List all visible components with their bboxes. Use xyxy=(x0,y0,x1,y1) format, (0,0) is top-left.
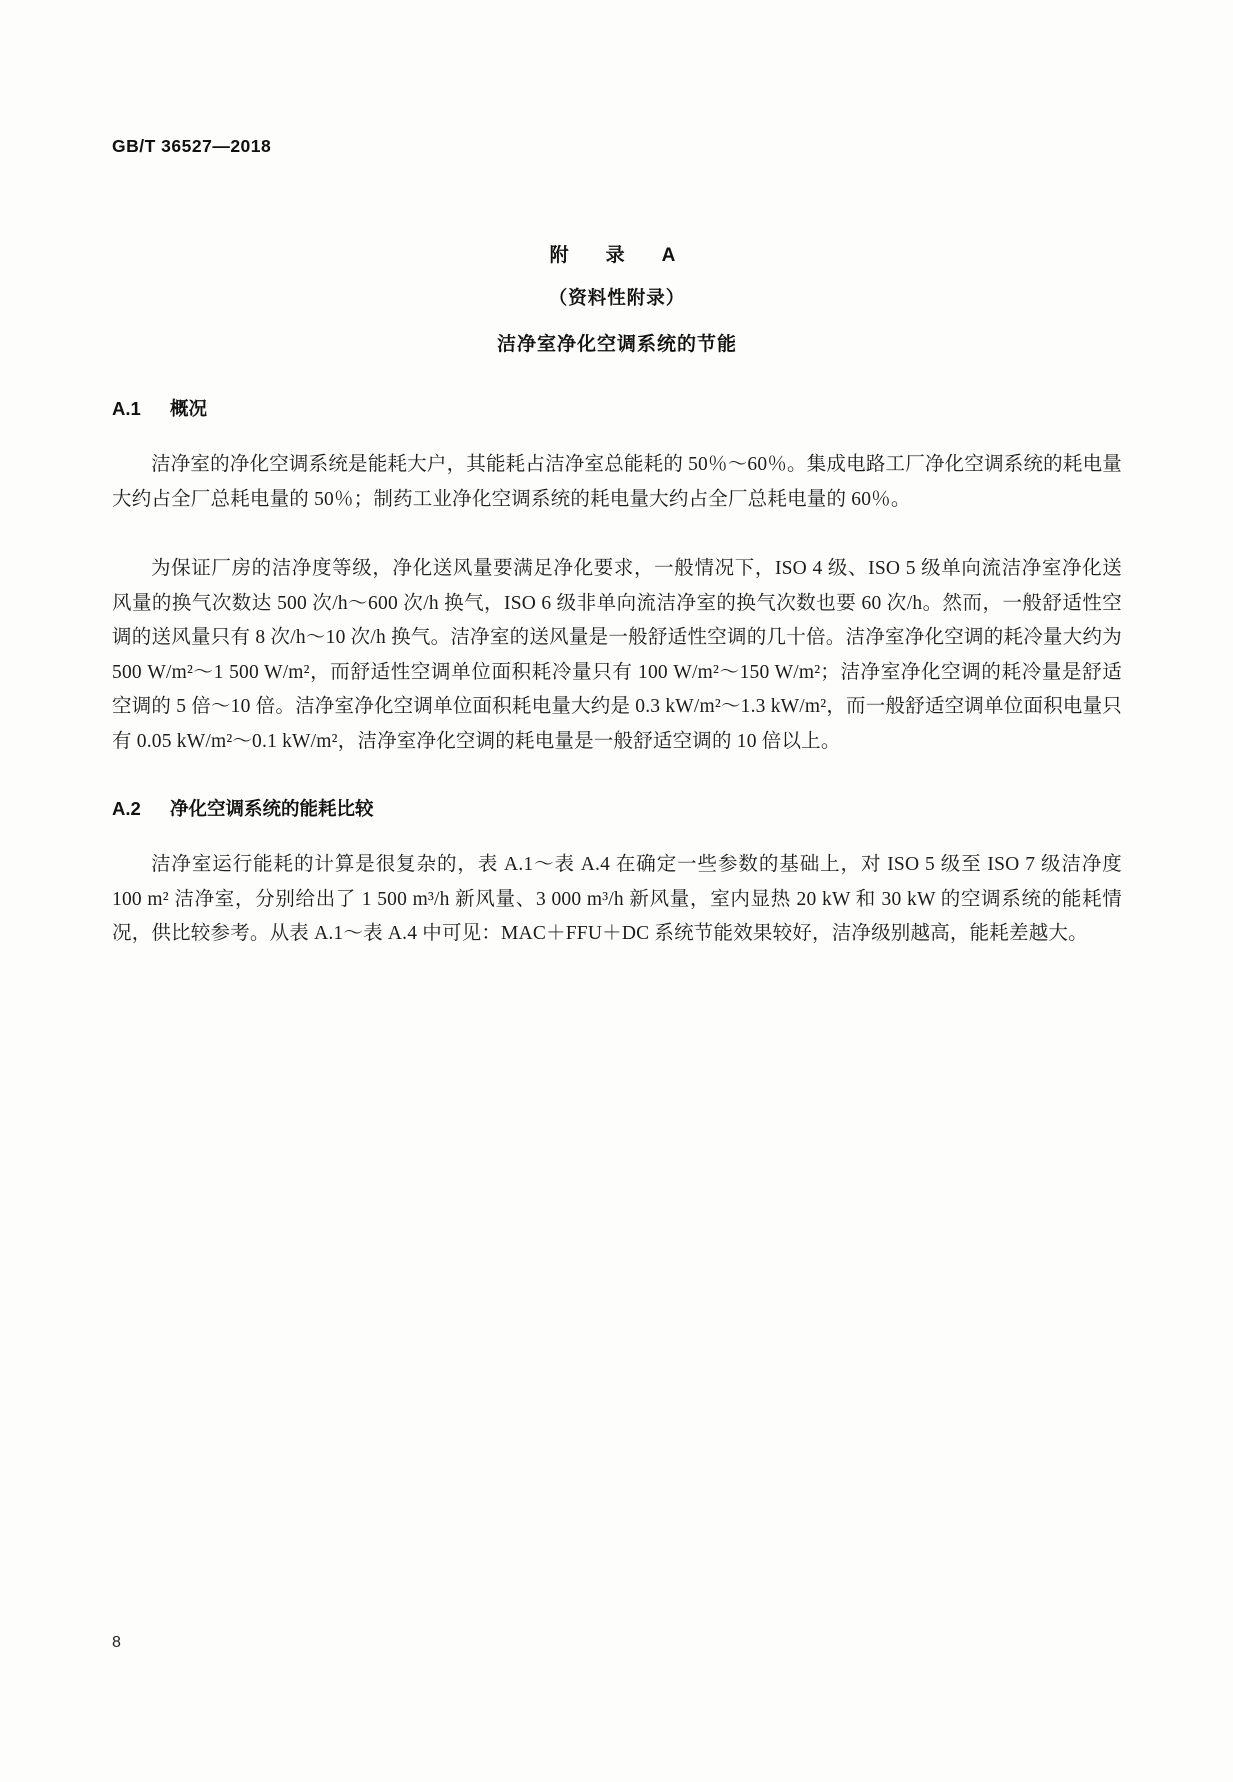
section-heading-a1 xyxy=(112,395,207,421)
section-title-a1: 概况 xyxy=(170,398,208,419)
paragraph-a1-1: 洁净室的净化空调系统是能耗大户，其能耗占洁净室总能耗的 50％～60％。集成电路工厂净化空调系统的耗电量大约占全厂总耗电量的 50％；制药工业净化空调系统的耗电量大约占全厂总耗电量的 60％。 xyxy=(112,454,1122,510)
annex-title: 附 录 A xyxy=(549,245,685,266)
paragraph-a1-2: 为保证厂房的洁净度等级，净化送风量要满足净化要求，一般情况下，ISO 4 级、ISO 5 级单向流洁净室净化送风量的换气次数达 500 次/h～600 次/h 换气，ISO 6 级非单向流洁净室的换气次数也要 60 次/h。然而，一般舒适性空调的送风量只有 8 次/h～10 次/h 换气。洁净室的送风量是一般舒适性空调的几十倍。洁净室净化空调的耗冷量大约为 500 W/m²～1 500 W/m²，而舒适性空调单位面积耗冷量只有 100 W/m²～150 W/m²；洁净室净化空调的耗冷量是舒适空调的 5 倍～10 倍。洁净室净化空调单位面积耗电量大约是 0.3 kW/m²～1.3 kW/m²，而一般舒适空调单位面积电量只有 0.05 kW/m²～0.1 kW/m²，洁净室净化空调的耗电量是一般舒适空调的 10 倍以上。 xyxy=(112,558,1122,752)
section-number-a1: A.1 xyxy=(112,398,141,419)
annex-subtitle: （资料性附录） xyxy=(548,287,686,308)
standard-number-header: GB/T 36527—2018 xyxy=(112,136,272,156)
annex-name: 洁净室净化空调系统的节能 xyxy=(496,334,737,355)
page-number: 8 xyxy=(112,1634,121,1651)
paragraph-a2-1: 洁净室运行能耗的计算是很复杂的，表 A.1～表 A.4 在确定一些参数的基础上，对 ISO 5 级至 ISO 7 级洁净度 100 m² 洁净室，分别给出了 1 500 m³/h 新风量、3 000 m³/h 新风量，室内显热 20 kW 和 30 kW 的空调系统的能耗情况，供比较参考。从表 A.1～表 A.4 中可见：MAC＋FFU＋DC 系统节能效果较好，洁净级别越高，能耗差越大。 xyxy=(112,854,1122,944)
annex-heading-block xyxy=(112,240,1122,356)
page-content xyxy=(112,0,1122,1782)
section-title-a2: 净化空调系统的能耗比较 xyxy=(170,798,374,819)
section-heading-a2 xyxy=(112,795,374,821)
section-number-a2: A.2 xyxy=(112,798,141,819)
